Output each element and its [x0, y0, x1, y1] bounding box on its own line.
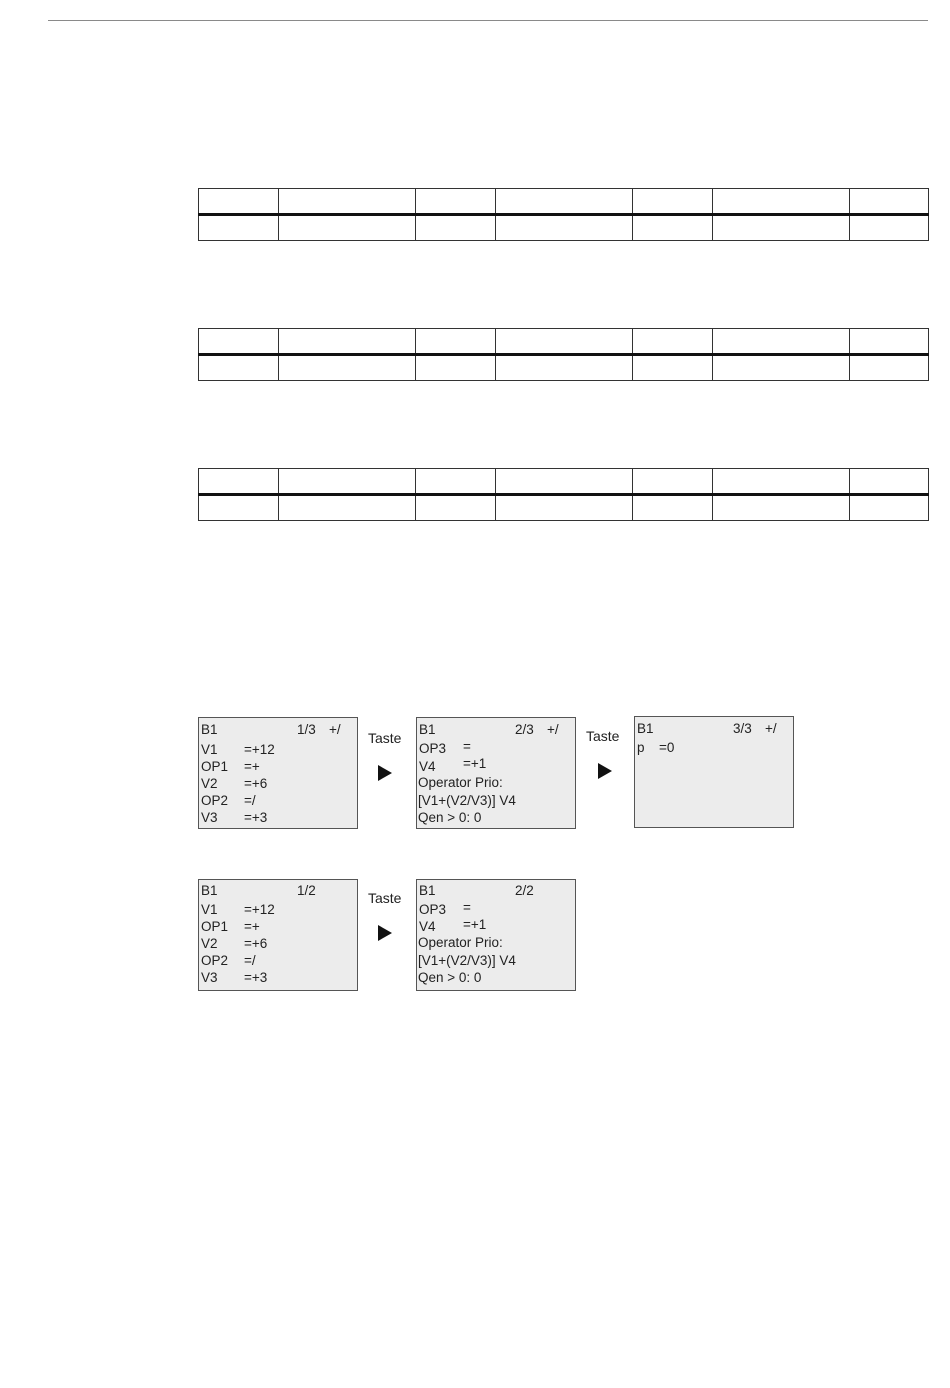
param-label: OP2: [201, 793, 229, 808]
operator-prio-label: Operator Prio:: [418, 775, 503, 790]
param-value: =+12: [244, 902, 275, 917]
table-cell: [416, 469, 496, 495]
table-cell: [416, 495, 496, 521]
qen-status: Qen > 0: 0: [418, 970, 482, 985]
table-cell: [633, 355, 713, 381]
screen-page: 3/3: [733, 721, 752, 736]
table-cell: [850, 355, 929, 381]
param-label: V4: [419, 919, 436, 934]
param-value: =+: [244, 919, 260, 934]
screen-title: B1: [637, 721, 654, 736]
param-label: V3: [201, 970, 218, 985]
table-cell: [199, 329, 279, 355]
screen-page: 1/2: [297, 883, 316, 898]
param-label: p: [637, 740, 645, 755]
param-value: =: [463, 739, 471, 754]
screen-sign: +/: [329, 722, 341, 737]
param-value: =+3: [244, 970, 268, 985]
screen-sign: +/: [547, 722, 559, 737]
param-value: =+1: [463, 756, 487, 771]
screen-title: B1: [201, 883, 218, 898]
taste-label: Taste: [586, 728, 620, 744]
table-cell: [416, 329, 496, 355]
param-label: OP1: [201, 759, 229, 774]
arrow-right-icon: [378, 925, 392, 941]
param-value: =/: [244, 953, 256, 968]
table-cell: [279, 495, 416, 521]
table-cell: [850, 495, 929, 521]
param-label: V2: [201, 776, 218, 791]
table-cell: [199, 355, 279, 381]
table-cell: [416, 189, 496, 215]
screen-sign: +/: [765, 721, 777, 736]
table-cell: [633, 469, 713, 495]
table-cell: [713, 495, 850, 521]
taste-label: Taste: [368, 730, 402, 746]
display-screen-2-2: [416, 879, 576, 991]
table-row: [199, 215, 929, 241]
table-cell: [416, 355, 496, 381]
param-value: =+12: [244, 742, 275, 757]
table-cell: [713, 469, 850, 495]
table-header-row: [199, 329, 929, 355]
table-cell: [199, 215, 279, 241]
table-header-row: [199, 189, 929, 215]
table-cell: [496, 495, 633, 521]
param-value: =/: [244, 793, 256, 808]
param-value: =+1: [463, 917, 487, 932]
param-value: =+3: [244, 810, 268, 825]
operator-prio-expression: [V1+(V2/V3)] V4: [418, 953, 516, 968]
screen-page: 2/3: [515, 722, 534, 737]
table-cell: [496, 355, 633, 381]
table-cell: [416, 215, 496, 241]
operator-prio-expression: [V1+(V2/V3)] V4: [418, 793, 516, 808]
header-rule: [48, 20, 928, 21]
param-label: V1: [201, 742, 218, 757]
param-label: OP3: [419, 902, 447, 917]
table-cell: [279, 469, 416, 495]
table-cell: [496, 189, 633, 215]
screen-page: 1/3: [297, 722, 316, 737]
table-cell: [713, 215, 850, 241]
arrow-right-icon: [598, 763, 612, 779]
table-cell: [496, 329, 633, 355]
param-label: OP2: [201, 953, 229, 968]
table-cell: [633, 329, 713, 355]
table-cell: [496, 215, 633, 241]
table-cell: [713, 329, 850, 355]
screen-title: B1: [419, 883, 436, 898]
param-value: =+: [244, 759, 260, 774]
table-row: [199, 355, 929, 381]
parameter-table-2: [198, 328, 929, 381]
table-cell: [199, 189, 279, 215]
display-screen-3-3: [634, 716, 794, 828]
table-cell: [713, 355, 850, 381]
param-value: =: [463, 900, 471, 915]
table-cell: [713, 189, 850, 215]
table-cell: [199, 469, 279, 495]
param-label: OP3: [419, 741, 447, 756]
display-screen-1-3: [198, 717, 358, 829]
qen-status: Qen > 0: 0: [418, 810, 482, 825]
param-label: V4: [419, 759, 436, 774]
table-cell: [279, 355, 416, 381]
screen-title: B1: [419, 722, 436, 737]
table-cell: [279, 329, 416, 355]
table-cell: [279, 215, 416, 241]
operator-prio-label: Operator Prio:: [418, 935, 503, 950]
table-cell: [279, 189, 416, 215]
table-cell: [850, 189, 929, 215]
table-row: [199, 495, 929, 521]
table-cell: [496, 469, 633, 495]
parameter-table-1: [198, 188, 929, 241]
table-cell: [850, 329, 929, 355]
param-value: =+6: [244, 776, 268, 791]
screen-title: B1: [201, 722, 218, 737]
param-label: V2: [201, 936, 218, 951]
param-label: V3: [201, 810, 218, 825]
param-label: OP1: [201, 919, 229, 934]
table-cell: [199, 495, 279, 521]
table-header-row: [199, 469, 929, 495]
table-cell: [633, 495, 713, 521]
arrow-right-icon: [378, 765, 392, 781]
parameter-table-3: [198, 468, 929, 521]
table-cell: [633, 215, 713, 241]
display-screen-1-2: [198, 879, 358, 991]
table-cell: [850, 215, 929, 241]
table-cell: [633, 189, 713, 215]
table-cell: [850, 469, 929, 495]
taste-label: Taste: [368, 890, 402, 906]
screen-page: 2/2: [515, 883, 534, 898]
param-value: =+6: [244, 936, 268, 951]
display-screen-2-3: [416, 717, 576, 829]
param-label: V1: [201, 902, 218, 917]
param-value: =0: [659, 740, 675, 755]
